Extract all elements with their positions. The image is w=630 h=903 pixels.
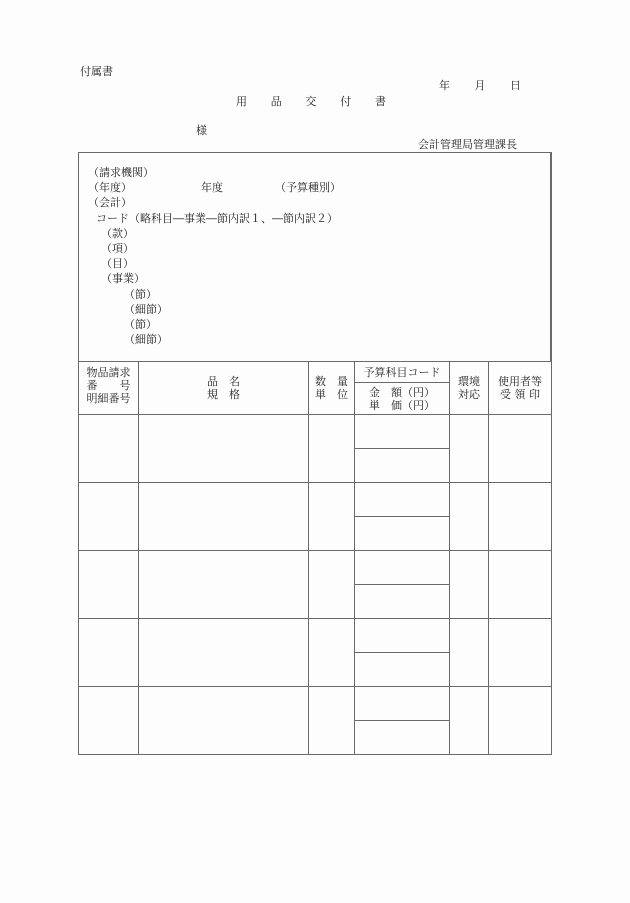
info-setsu-2: （節） <box>124 318 157 331</box>
quantity-cell[interactable] <box>309 687 354 754</box>
info-code: コード（略科目―事業―節内訳１、―節内訳２） <box>96 212 338 225</box>
receipt-seal-cell[interactable] <box>489 551 551 618</box>
item-name-cell[interactable] <box>139 483 308 550</box>
amount-cell[interactable] <box>355 517 449 550</box>
table-row <box>79 551 551 618</box>
info-kou: （項） <box>101 242 134 255</box>
info-budget-type: （予算種別） <box>275 181 341 194</box>
item-name-cell[interactable] <box>139 551 308 618</box>
table-row <box>79 483 551 550</box>
request-number-cell[interactable] <box>79 551 138 618</box>
title-char: 交 <box>305 95 317 108</box>
info-saisetsu-2: （細節） <box>124 333 168 346</box>
item-name-cell[interactable] <box>139 687 308 754</box>
receipt-seal-cell[interactable] <box>489 619 551 686</box>
table-row <box>79 619 551 686</box>
request-number-cell[interactable] <box>79 687 138 754</box>
year-label: 年 <box>439 79 450 92</box>
budget-code-cell[interactable] <box>355 619 449 652</box>
document-title <box>236 95 386 108</box>
quantity-cell[interactable] <box>309 415 354 482</box>
header-budget-code: 予算科目コード <box>363 366 441 379</box>
table-row <box>79 415 551 482</box>
addressee-suffix: 様 <box>196 124 207 137</box>
environment-cell[interactable] <box>450 687 488 754</box>
issuer-title: 会計管理局管理課長 <box>418 138 517 151</box>
info-fiscal-year: （年度） <box>88 181 132 194</box>
title-char: 書 <box>375 95 386 108</box>
table-right-border <box>551 152 552 755</box>
request-number-cell[interactable] <box>79 415 138 482</box>
header-subdivider <box>354 382 449 383</box>
header-amount: 金 額（円） 単 価（円） <box>369 386 435 412</box>
budget-code-cell[interactable] <box>355 551 449 584</box>
info-fiscal-year-value-label: 年度 <box>201 181 223 194</box>
quantity-cell[interactable] <box>309 619 354 686</box>
header-environment: 環境 対応 <box>458 375 480 401</box>
receipt-seal-cell[interactable] <box>489 483 551 550</box>
environment-cell[interactable] <box>450 551 488 618</box>
header-item-name: 品 名 規 格 <box>207 375 240 401</box>
request-number-cell[interactable] <box>79 483 138 550</box>
budget-code-cell[interactable] <box>355 687 449 720</box>
table-top-border <box>78 361 552 362</box>
title-char: 品 <box>270 95 282 108</box>
info-setsu: （節） <box>124 288 157 301</box>
month-label: 月 <box>474 79 486 92</box>
quantity-cell[interactable] <box>309 551 354 618</box>
environment-cell[interactable] <box>450 483 488 550</box>
receipt-seal-cell[interactable] <box>489 687 551 754</box>
budget-code-cell[interactable] <box>355 483 449 516</box>
header-receipt-seal: 使用者等 受 領 印 <box>498 375 542 401</box>
receipt-seal-cell[interactable] <box>489 415 551 482</box>
amount-cell[interactable] <box>355 449 449 482</box>
info-moku: （目） <box>101 257 134 270</box>
info-saisetsu: （細節） <box>124 303 168 316</box>
environment-cell[interactable] <box>450 619 488 686</box>
quantity-cell[interactable] <box>309 483 354 550</box>
header-quantity: 数 量 単 位 <box>315 375 348 401</box>
info-requesting-agency: （請求機関） <box>88 166 154 179</box>
table-row <box>79 687 551 754</box>
environment-cell[interactable] <box>450 415 488 482</box>
header-request-number: 物品請求 番 号 明細番号 <box>86 366 131 405</box>
item-name-cell[interactable] <box>139 619 308 686</box>
title-char: 用 <box>236 95 247 108</box>
info-account: （会計） <box>88 196 132 209</box>
info-kan: （款） <box>101 227 134 240</box>
attachment-label: 付属書 <box>80 65 113 78</box>
budget-code-cell[interactable] <box>355 415 449 448</box>
amount-cell[interactable] <box>355 653 449 686</box>
item-name-cell[interactable] <box>139 415 308 482</box>
day-label: 日 <box>510 79 521 92</box>
amount-cell[interactable] <box>355 721 449 754</box>
info-project: （事業） <box>101 272 145 285</box>
title-char: 付 <box>340 95 352 108</box>
request-number-cell[interactable] <box>79 619 138 686</box>
table-bottom-border <box>78 754 552 755</box>
date-line <box>439 79 521 92</box>
amount-cell[interactable] <box>355 585 449 618</box>
